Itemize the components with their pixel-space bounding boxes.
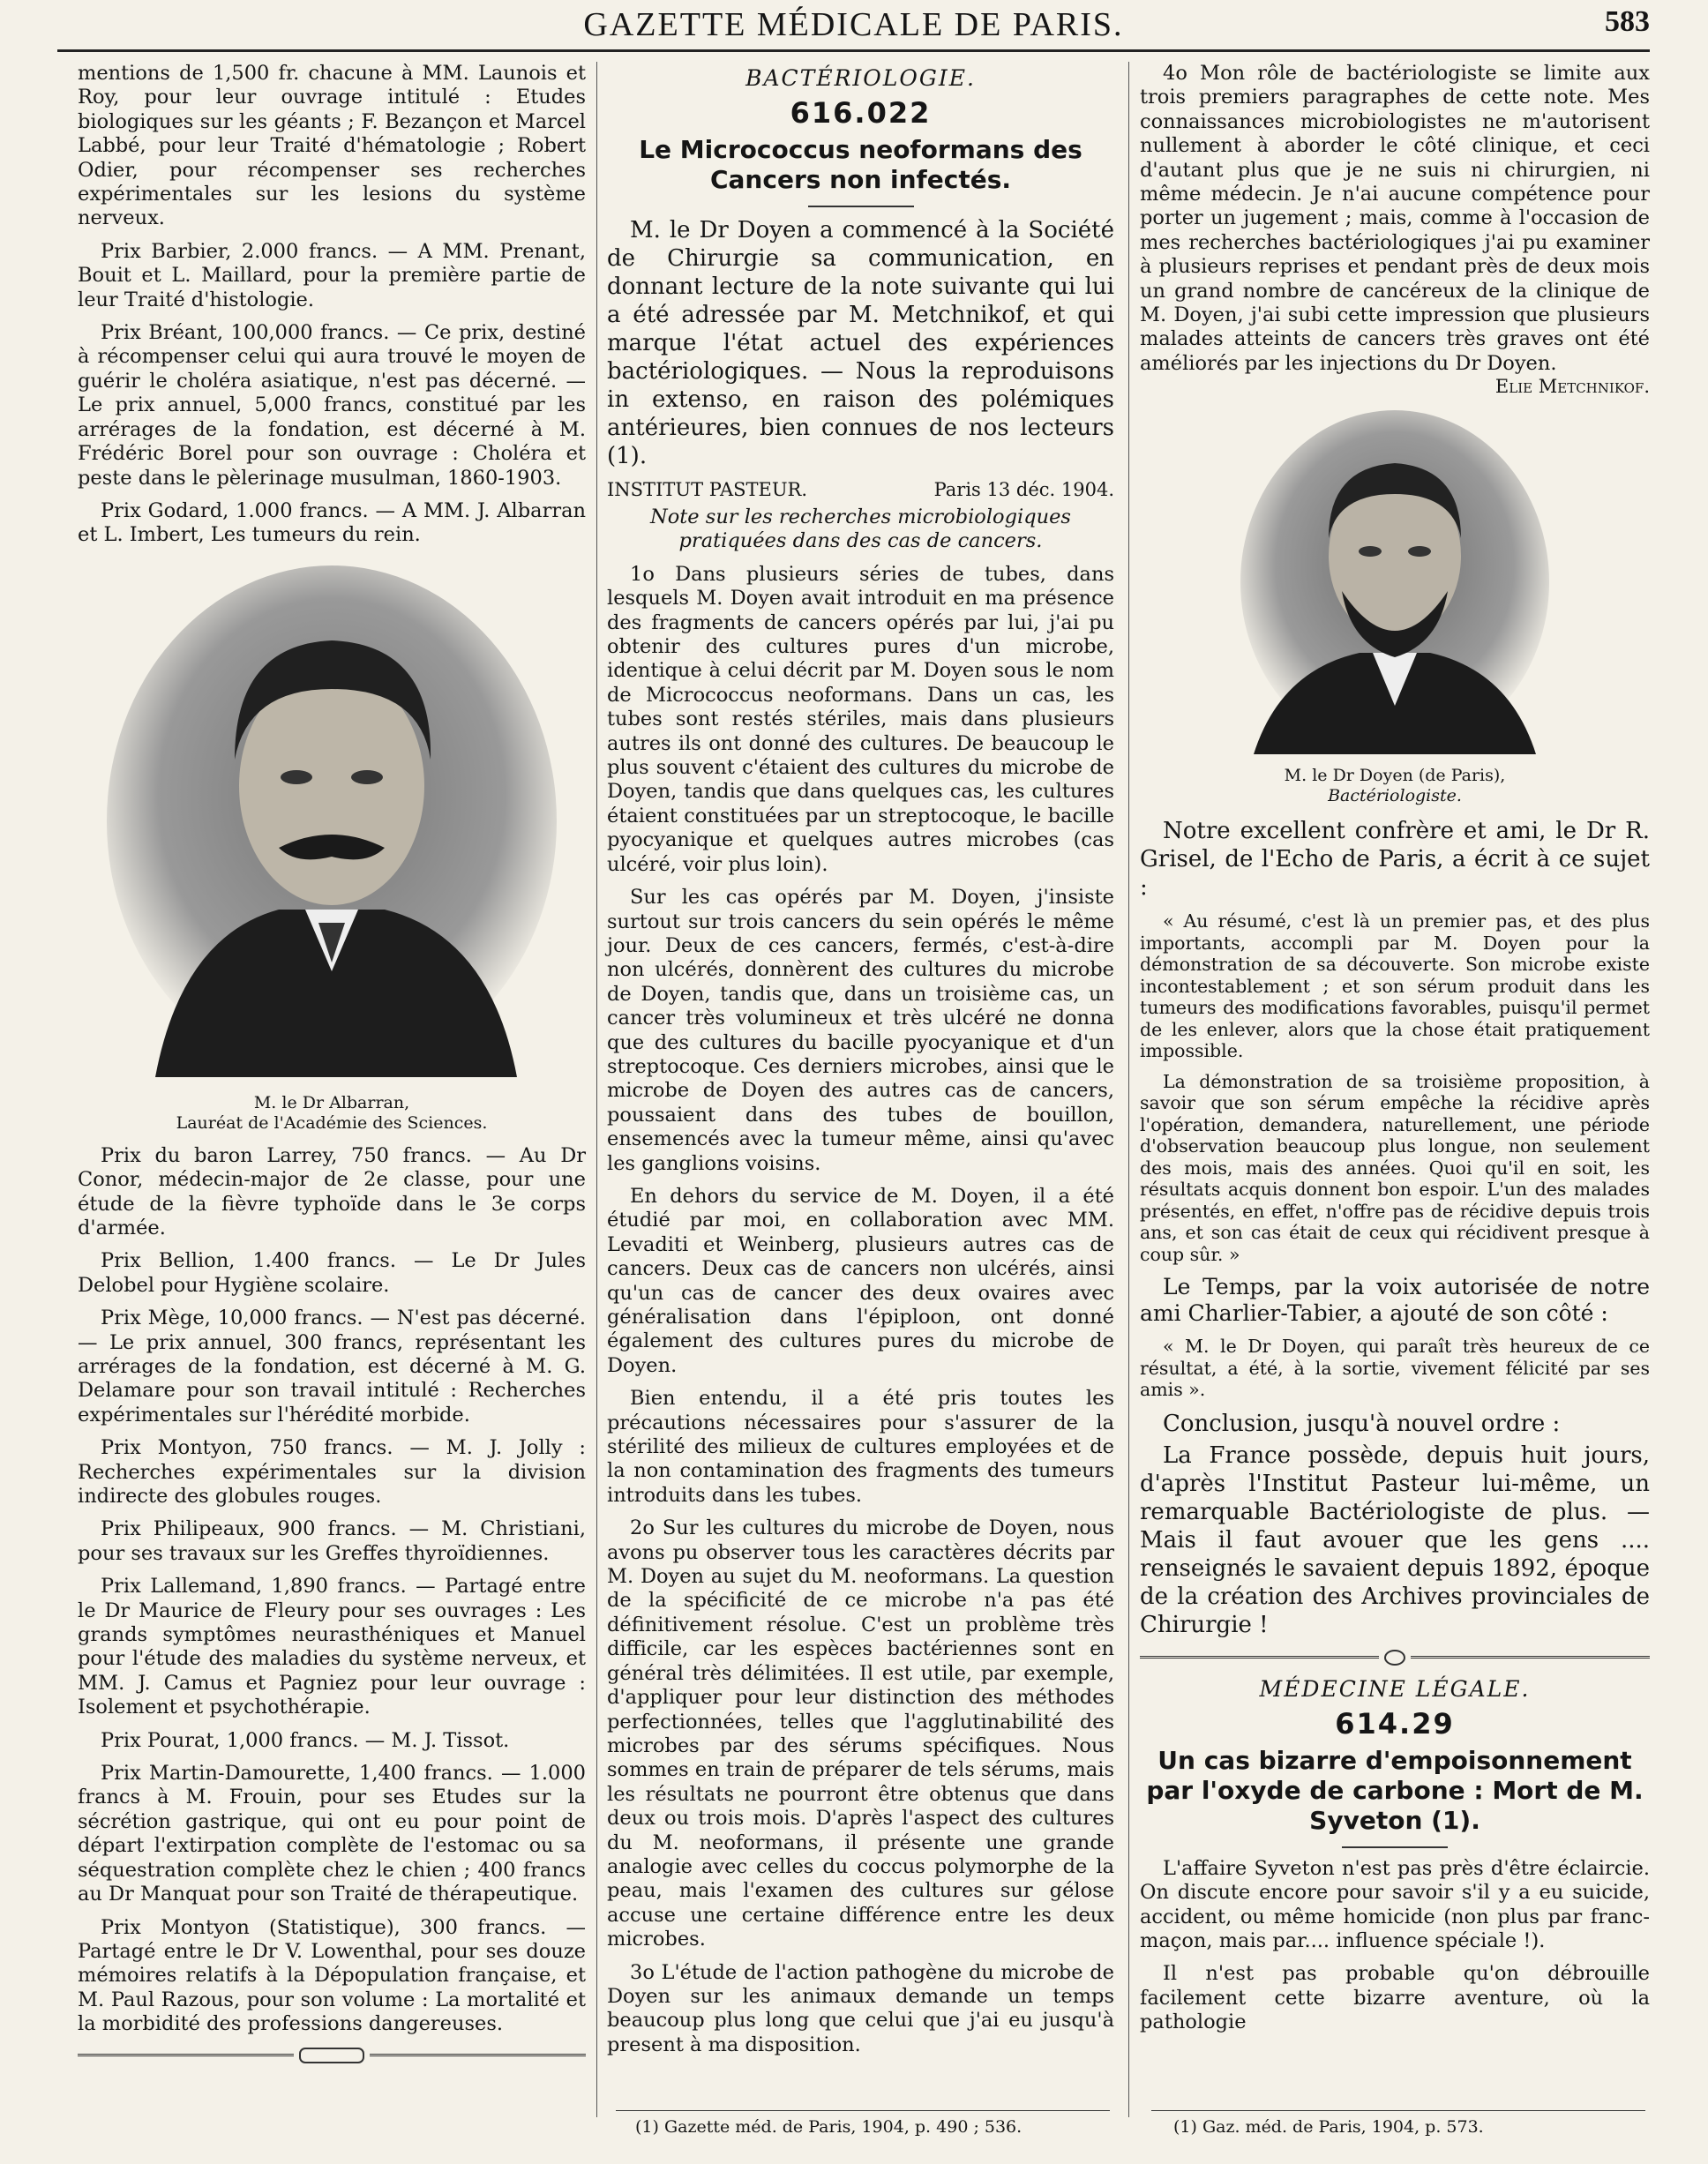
paragraph: 1o Dans plusieurs séries de tubes, dans lesquels M. Doyen avait introduit en ma présence des fragments de cancers opérés par lui, j'ai pu obtenir des cultures pures d'un microbe, identique à celui décrit par M. Doyen sous le nom de Micrococcus neoformans. Dans un cas, les tubes sont restés stériles, mais dans plusieurs autres ils ont donné des cultures. De beaucoup le plus souvent c'étaient des cultures du microbe de Doyen, tandis que dans quelques cas, les cultures étaient constituées par un streptocoque, le bacille pyocyanique et quelques autres microbes (cas ulcéré, voir plus loin). <box>607 562 1114 876</box>
paragraph: Prix Philipeaux, 900 francs. — M. Christiani, pour ses travaux sur les Greffes thyroïdiennes. <box>78 1517 586 1565</box>
column-divider-1 <box>596 62 597 2117</box>
paragraph: Prix Montyon, 750 francs. — M. J. Jolly : Recherches expérimentales sur la division indirecte des globules rouges. <box>78 1436 586 1508</box>
date: Paris 13 déc. 1904. <box>933 479 1114 500</box>
portrait-doyen <box>1236 406 1554 759</box>
header-rule <box>57 49 1650 52</box>
caption-title: Lauréat de l'Académie des Sciences. <box>176 1112 488 1133</box>
quote: « M. le Dr Doyen, qui paraît très heureux de ce résultat, a été, à la sortie, vivement félicité par ses amis ». <box>1140 1336 1650 1401</box>
caption-albarran <box>78 1093 586 1134</box>
footnote: (1) Gaz. méd. de Paris, 1904, p. 573. <box>1173 2117 1484 2137</box>
section-ornament <box>1140 1650 1650 1666</box>
paragraph: Il n'est pas probable qu'on débrouille facilement cette bizarre aventure, où la pathologie <box>1140 1962 1650 2034</box>
dateline <box>607 479 1114 500</box>
footnote-rule <box>1151 2110 1645 2111</box>
ornament-line <box>1411 1656 1650 1659</box>
paragraph: Prix Barbier, 2.000 francs. — A MM. Prenant, Bouit et L. Maillard, pour la première partie de leur Traité d'histologie. <box>78 239 586 311</box>
section-ornament <box>78 2048 586 2063</box>
headline-rule <box>808 206 914 207</box>
article-headline: Un cas bizarre d'empoisonnement par l'oxyde de carbone : Mort de M. Syveton (1). <box>1146 1745 1644 1835</box>
note-title: Note sur les recherches microbiologiques pratiquées dans des cas de cancers. <box>650 505 1071 553</box>
footnote: (1) Gazette méd. de Paris, 1904, p. 490 ; 536. <box>635 2117 1023 2137</box>
paragraph: Prix Pourat, 1,000 francs. — M. J. Tissot. <box>101 1728 510 1752</box>
paragraph: Bien entendu, il a été pris toutes les précautions nécessaires pour s'assurer de la stérilité des milieux de cultures employées et de la non contamination des fragments des tumeurs introduits dans les tubes. <box>607 1387 1114 1507</box>
classification-code: 614.29 <box>1335 1706 1455 1741</box>
paragraph: mentions de 1,500 fr. chacune à MM. Launois et Roy, pour leur ouvrage intitulé : Etudes biologiques sur les géants ; F. Bezançon et Marcel Labbé, pour leur Traité d'hématologie ; Robert Odier, pour récompenser ses recherches expérimentales sur les lesions du système nerveux. <box>78 62 586 230</box>
journal-title: GAZETTE MÉDICALE DE PARIS. <box>583 6 1124 43</box>
institution-name: INSTITUT PASTEUR. <box>607 479 808 500</box>
ornament-line <box>78 2054 294 2056</box>
ornament-line <box>370 2054 586 2056</box>
paragraph: Prix Bréant, 100,000 francs. — Ce prix, destiné à récompenser celui qui aura trouvé le moyen de guérir le choléra asiatique, n'est pas décerné. — Le prix annuel, 5,000 francs, constitué par les arrérages de la fondation, est décerné à M. Frédéric Borel pour son ouvrage : Choléra et peste dans le pèlerinage musulman, 1860-1903. <box>78 321 586 490</box>
column-1 <box>78 62 586 2074</box>
paragraph: 3o L'étude de l'action pathogène du microbe de Doyen sur les animaux demande un temps beaucoup plus long que celui que j'ai eu jusqu'à present à ma disposition. <box>607 1960 1114 2056</box>
quote: La démonstration de sa troisième proposition, à savoir que son sérum empêche la récidive après l'opération, demandera, naturellement, une période d'observation beaucoup plus longue, non seulement des mois, mais des années. Quoi qu'il en soit, les résultats acquis donnent bon espoir. L'un des malades présentés, en effet, n'offre pas de récidive depuis trois ans, et son cas était de ceux qui récidivent presque à coup sûr. » <box>1140 1070 1650 1265</box>
paragraph: Prix Bellion, 1.400 francs. — Le Dr Jules Delobel pour Hygiène scolaire. <box>78 1249 586 1297</box>
paragraph: L'affaire Syveton n'est pas près d'être éclaircie. On discute encore pour savoir s'il y a eu suicide, accident, ou même homicide (non plus par franc-maçon, mais par.... influence spéciale !). <box>1140 1856 1650 1952</box>
footnote-rule <box>616 2110 1110 2111</box>
section-heading: BACTÉRIOLOGIE. <box>745 65 976 91</box>
caption-doyen <box>1140 766 1650 806</box>
paragraph: Conclusion, jusqu'à nouvel ordre : <box>1163 1410 1561 1437</box>
paragraph: 2o Sur les cultures du microbe de Doyen, nous avons pu observer tous les caractères décrits par M. Doyen au sujet du M. neoformans. La question de la spécificité de ce microbe n'a pas été définitivement résolue. C'est un problème très difficile, car les espèces bactériennes sont en général très délimitées. Il est utile, par exemple, d'appliquer pour leur distinction des méthodes perfectionnées, telles que l'agglutinabilité des microbes par des sérums spécifiques. Nous sommes en train de préparer de tels sérums, mais les résultats ne pourront être obtenus que dans deux ou trois mois. D'après l'aspect des cultures du M. neoformans, il présente une grande analogie avec celles du coccus polymorphe de la peau, mais l'examen des cultures sur gélose accuse une certaine différence entre les deux microbes. <box>607 1516 1114 1951</box>
classification-code: 616.022 <box>790 96 932 130</box>
ornament-center <box>299 2048 364 2063</box>
signature: Elie Metchnikof. <box>1494 376 1650 398</box>
paragraph: Prix Montyon (Statistique), 300 francs. — Partagé entre le Dr V. Lowenthal, pour ses douze mémoires relatifs à la Dépopulation française, et M. Paul Razous, pour son volume : La mortalité et la morbidité des professions dangereuses. <box>78 1915 586 2036</box>
paragraph: Prix Mège, 10,000 francs. — N'est pas décerné. — Le prix annuel, 300 francs, représentant les arrérages de la fondation, est décerné à M. G. Delamare pour son travail intitulé : Recherches expérimentales sur l'hérédité morbide. <box>78 1307 586 1426</box>
page-number: 583 <box>1605 5 1650 38</box>
paragraph: Le Temps, par la voix autorisée de notre ami Charlier-Tabier, a ajouté de son côté : <box>1140 1274 1650 1327</box>
section-heading: MÉDECINE LÉGALE. <box>1259 1675 1531 1702</box>
paragraph: Prix Lallemand, 1,890 francs. — Partagé entre le Dr Maurice de Fleury pour ses ouvrages : Les grands symptômes neurasthéniques et Manuel pour l'étude des maladies du système nerveux, et MM. J. Camus et Pagniez pour leur ouvrage : Isolement et psychothérapie. <box>78 1575 586 1719</box>
paragraph: Sur les cas opérés par M. Doyen, j'insiste surtout sur trois cancers du sein opérés le même jour. Deux de ces cancers, fermés, c'est-à-dire non ulcérés, donnèrent des cultures du microbe de Doyen, tandis que, dans un troisième cas, un cancer très volumineux et très ulcéré ne donna que des cultures du bacille pyocyanique et d'un streptocoque. Ces derniers microbes, ainsi que le microbe de Doyen des autres cas de cancers, poussaient dans des tubes de bouillon, ensemencés avec la tumeur même, ainsi qu'avec les ganglions voisins. <box>607 886 1114 1175</box>
caption-name: M. le Dr Doyen (de Paris), <box>1284 766 1506 786</box>
ornament-center <box>1384 1650 1405 1666</box>
caption-title: Bactériologiste. <box>1328 786 1462 806</box>
page-header <box>57 5 1650 55</box>
paragraph: Prix du baron Larrey, 750 francs. — Au Dr Conor, médecin-major de 2e classe, pour une étude de la fièvre typhoïde dans le 3e corps d'armée. <box>78 1143 586 1239</box>
paragraph: La France possède, depuis huit jours, d'après l'Institut Pasteur lui-même, un remarquable Bactériologiste de plus. — Mais il faut avouer que les gens .... renseignés le savaient depuis 1892, époque de la création des Archives provinciales de Chirurgie ! <box>1140 1441 1650 1638</box>
paragraph: 4o Mon rôle de bactériologiste se limite aux trois premiers paragraphes de cette note. Mes connaissances microbiologistes ne m'autorisent nullement à aborder le côté clinique, et ceci d'autant plus que je ne suis ni chirurgien, ni même médecin. Je n'ai aucune compétence pour porter un jugement ; mais, comme à l'occasion de mes recherches bactériologiques j'ai pu examiner à plusieurs reprises et pendant près de deux mois un grand nombre de cancéreux de la clinique de M. Doyen, j'ai subi cette impression que plusieurs malades atteints de cancers très graves ont été améliorés par les injections du Dr Doyen. <box>1140 62 1650 375</box>
intro-paragraph: M. le Dr Doyen a commencé à la Société de Chirurgie sa communication, en donnant lecture de la note suivante qui lui a été adressée par M. Metchnikof, et qui marque l'état actuel des expériences bactériologiques. — Nous la reproduisons in extenso, en raison des polémiques antérieures, bien connues de nos lecteurs (1). <box>607 217 1114 469</box>
paragraph: Prix Godard, 1.000 francs. — A MM. J. Albarran et L. Imbert, Les tumeurs du rein. <box>78 498 586 547</box>
article-headline: Le Micrococcus neoformans des Cancers non infectés. <box>639 135 1082 194</box>
headline-rule <box>1342 1846 1448 1848</box>
portrait-albarran <box>102 557 561 1086</box>
column-divider-2 <box>1128 62 1129 2117</box>
ornament-line <box>1140 1656 1379 1659</box>
column-2 <box>607 62 1114 2066</box>
quote: « Au résumé, c'est là un premier pas, et des plus importants, accompli par M. Doyen pour la démonstration de sa découverte. Son microbe existe incontestablement ; et son sérum produit dans les tumeurs des modifications favorables, puisqu'il permet de les enlever, alors que la chose était pratiquement impossible. <box>1140 910 1650 1062</box>
paragraph: En dehors du service de M. Doyen, il a été étudié par moi, en collaboration avec MM. Levaditi et Weinberg, plusieurs autres cas de cancers. Deux cas de cancers non ulcérés, ainsi qu'un cas de cancer des deux ovaires avec généralisation dans l'épiploon, ont donné également des cultures pures du microbe de Doyen. <box>607 1184 1114 1377</box>
paragraph: Notre excellent confrère et ami, le Dr R. Grisel, de l'Echo de Paris, a écrit à ce sujet : <box>1140 818 1650 902</box>
column-3 <box>1140 62 1650 2044</box>
caption-name: M. le Dr Albarran, <box>253 1092 410 1112</box>
paragraph: Prix Martin-Damourette, 1,400 francs. — 1.000 francs à M. Frouin, pour ses Etudes sur la sécrétion gastrique, qui ont eu pour point de départ l'extirpation complète de l'estomac ou sa séquestration complète chez le chien ; 400 francs au Dr Manquat pour son Traité de thérapeutique. <box>78 1762 586 1906</box>
